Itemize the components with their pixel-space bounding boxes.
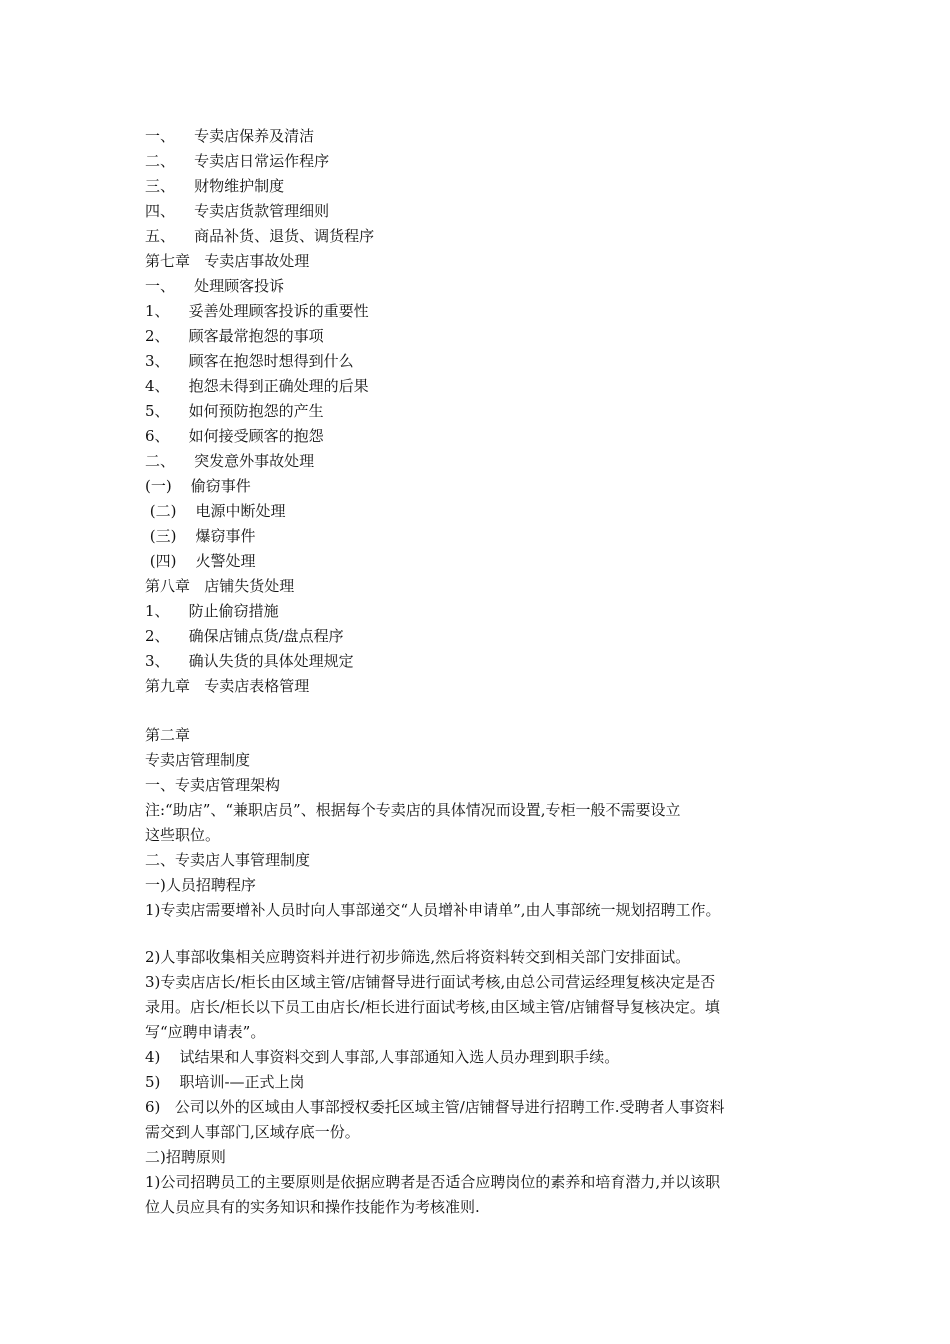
toc-line: (三) 爆窃事件 bbox=[145, 527, 256, 545]
body-line: 需交到人事部门,区域存底一份。 bbox=[145, 1123, 360, 1141]
body-line: 4) 试结果和人事资料交到人事部,人事部通知入选人员办理到职手续。 bbox=[145, 1048, 620, 1066]
body-line: 1)专卖店需要增补人员时向人事部递交“人员增补申请单”,由人事部统一规划招聘工作。 bbox=[145, 901, 721, 919]
toc-line: 一、 专卖店保养及清洁 bbox=[145, 127, 315, 145]
toc-chapter-heading: 第九章 专卖店表格管理 bbox=[145, 677, 310, 695]
subsection-heading: 二)招聘原则 bbox=[145, 1148, 226, 1166]
toc-line: 5、 如何预防抱怨的产生 bbox=[145, 402, 324, 420]
toc-line: 五、 商品补货、退货、调货程序 bbox=[145, 227, 375, 245]
body-line: 6) 公司以外的区域由人事部授权委托区域主管/店铺督导进行招聘工作.受聘者人事资料 bbox=[145, 1098, 725, 1116]
toc-line: 四、 专卖店货款管理细则 bbox=[145, 202, 330, 220]
subsection-heading: 一)人员招聘程序 bbox=[145, 876, 256, 894]
body-line: 位人员应具有的实务知识和操作技能作为考核准则. bbox=[145, 1198, 480, 1216]
toc-line: 三、 财物维护制度 bbox=[145, 177, 285, 195]
toc-line: 一、 处理顾客投诉 bbox=[145, 277, 285, 295]
toc-line: 1、 妥善处理顾客投诉的重要性 bbox=[145, 302, 369, 320]
body-line: 1)公司招聘员工的主要原则是依据应聘者是否适合应聘岗位的素养和培育潜力,并以该职 bbox=[145, 1173, 721, 1191]
toc-line: (二) 电源中断处理 bbox=[145, 502, 286, 520]
toc-chapter-heading: 第八章 店铺失货处理 bbox=[145, 577, 295, 595]
chapter-heading: 第二章 bbox=[145, 726, 191, 744]
body-line: 2)人事部收集相关应聘资料并进行初步筛选,然后将资料转交到相关部门安排面试。 bbox=[145, 948, 691, 966]
toc-line: 3、 顾客在抱怨时想得到什么 bbox=[145, 352, 354, 370]
section-heading: 二、专卖店人事管理制度 bbox=[145, 851, 311, 869]
toc-line: 2、 顾客最常抱怨的事项 bbox=[145, 327, 324, 345]
body-line: 5) 职培训-—正式上岗 bbox=[145, 1073, 305, 1091]
body-line: 注:“助店”、“兼职店员”、根据每个专卖店的具体情况而设置,专柜一般不需要设立 bbox=[145, 801, 681, 819]
body-line: 3)专卖店店长/柜长由区域主管/店铺督导进行面试考核,由总公司营运经理复核决定是否 bbox=[145, 973, 716, 991]
toc-line: (四) 火警处理 bbox=[145, 552, 256, 570]
toc-line: 二、 专卖店日常运作程序 bbox=[145, 152, 330, 170]
toc-line: 1、 防止偷窃措施 bbox=[145, 602, 279, 620]
body-line: 写“应聘申请表”。 bbox=[145, 1023, 266, 1041]
chapter-title: 专卖店管理制度 bbox=[145, 751, 251, 769]
toc-chapter-heading: 第七章 专卖店事故处理 bbox=[145, 252, 310, 270]
toc-line: 4、 抱怨未得到正确处理的后果 bbox=[145, 377, 369, 395]
toc-line: 6、 如何接受顾客的抱怨 bbox=[145, 427, 324, 445]
body-line: 录用。店长/柜长以下员工由店长/柜长进行面试考核,由区域主管/店铺督导复核决定。填 bbox=[145, 998, 720, 1016]
toc-line: 3、 确认失货的具体处理规定 bbox=[145, 652, 354, 670]
toc-line: (一) 偷窃事件 bbox=[145, 477, 251, 495]
toc-line: 二、 突发意外事故处理 bbox=[145, 452, 315, 470]
section-heading: 一、专卖店管理架构 bbox=[145, 776, 281, 794]
toc-line: 2、 确保店铺点货/盘点程序 bbox=[145, 627, 344, 645]
body-line: 这些职位。 bbox=[145, 826, 221, 844]
